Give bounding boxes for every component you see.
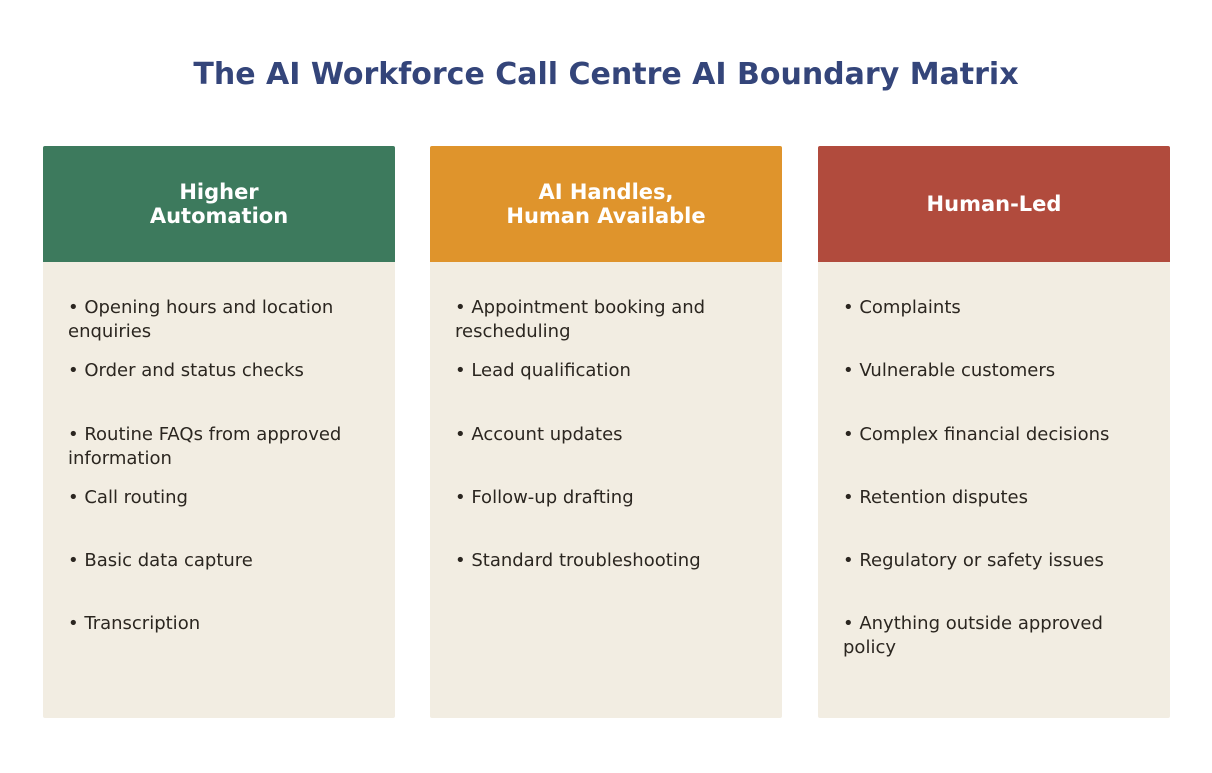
list-item: • Retention disputes <box>843 487 1029 508</box>
list-item: • Order and status checks <box>68 360 304 381</box>
column-body <box>43 262 395 718</box>
column-higher-automation <box>43 146 395 718</box>
column-body <box>818 262 1170 718</box>
list-item: • Basic data capture <box>68 550 253 571</box>
list-item: • Lead qualification <box>455 360 631 381</box>
column-header: Human-Led <box>818 146 1170 262</box>
list-item: • Anything outside approved policy <box>843 613 1103 658</box>
list-item: • Complaints <box>843 297 961 318</box>
list-item: • Vulnerable customers <box>843 360 1056 381</box>
list-item: • Account updates <box>455 424 623 445</box>
list-item: • Follow-up drafting <box>455 487 634 508</box>
column-header: Higher Automation <box>43 146 395 262</box>
list-item: • Call routing <box>68 487 188 508</box>
column-ai-handles-human-available <box>430 146 782 718</box>
list-item: • Transcription <box>68 613 201 634</box>
list-item: • Complex financial decisions <box>843 424 1110 445</box>
list-item: • Appointment booking and rescheduling <box>455 297 706 342</box>
column-header: AI Handles, Human Available <box>430 146 782 262</box>
list-item: • Opening hours and location enquiries <box>68 297 334 342</box>
column-body <box>430 262 782 718</box>
column-human-led <box>818 146 1170 718</box>
list-item: • Standard troubleshooting <box>455 550 701 571</box>
list-item: • Routine FAQs from approved information <box>68 424 342 469</box>
list-item: • Regulatory or safety issues <box>843 550 1104 571</box>
page-title: The AI Workforce Call Centre AI Boundary Matrix <box>193 57 1019 92</box>
